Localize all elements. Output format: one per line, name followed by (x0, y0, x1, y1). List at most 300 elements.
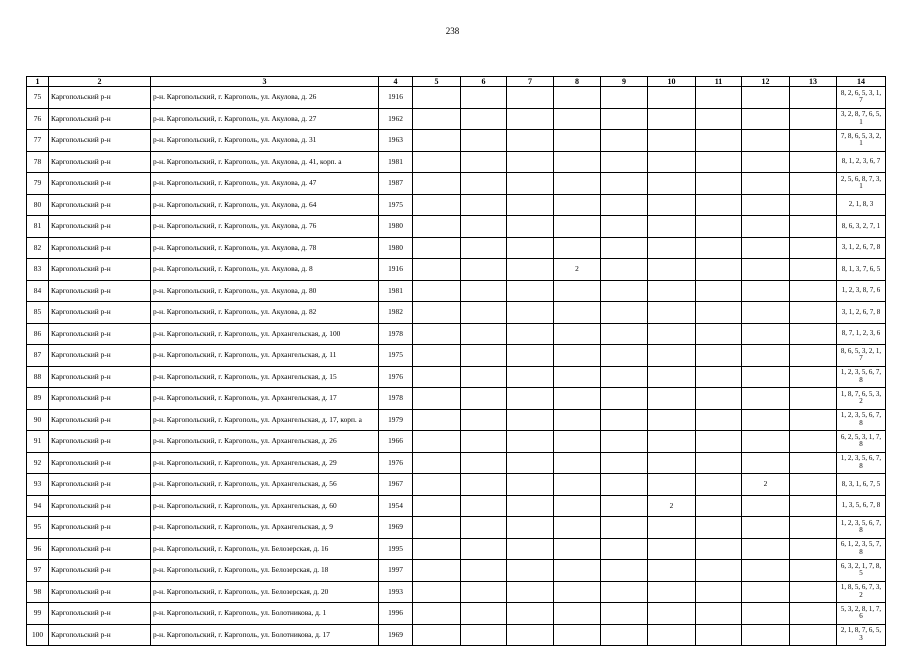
cell-district: Каргопольский р-н (49, 302, 151, 324)
cell-col-6 (461, 495, 507, 517)
cell-col-14: 6, 3, 2, 1, 7, 8, 5 (837, 560, 886, 582)
cell-col-7 (507, 108, 554, 130)
table-row (27, 452, 886, 474)
cell-col-12 (742, 173, 790, 195)
cell-number: 82 (27, 237, 49, 259)
cell-col-9 (601, 581, 648, 603)
cell-col-11 (696, 151, 742, 173)
cell-col-11 (696, 87, 742, 109)
cell-address: р-н. Каргопольский, г. Каргополь, ул. Акулова, д. 26 (151, 87, 379, 109)
cell-col-10 (648, 237, 696, 259)
cell-year: 1980 (379, 216, 413, 238)
cell-col-12 (742, 388, 790, 410)
table-row (27, 151, 886, 173)
cell-col-8 (554, 194, 601, 216)
cell-col-6 (461, 259, 507, 281)
cell-address: р-н. Каргопольский, г. Каргополь, ул. Акулова, д. 76 (151, 216, 379, 238)
cell-col-11 (696, 431, 742, 453)
cell-col-7 (507, 581, 554, 603)
cell-col-7 (507, 495, 554, 517)
cell-col-5 (413, 216, 461, 238)
cell-col-10 (648, 581, 696, 603)
cell-col-13 (790, 624, 837, 646)
cell-col-6 (461, 517, 507, 539)
cell-district: Каргопольский р-н (49, 603, 151, 625)
table-row (27, 495, 886, 517)
cell-address: р-н. Каргопольский, г. Каргополь, ул. Акулова, д. 41, корп. а (151, 151, 379, 173)
table-row (27, 130, 886, 152)
cell-col-8 (554, 538, 601, 560)
cell-col-12 (742, 345, 790, 367)
cell-col-6 (461, 388, 507, 410)
cell-district: Каргопольский р-н (49, 560, 151, 582)
cell-col-10 (648, 560, 696, 582)
cell-col-12: 2 (742, 474, 790, 496)
cell-district: Каргопольский р-н (49, 173, 151, 195)
cell-address: р-н. Каргопольский, г. Каргополь, ул. Акулова, д. 64 (151, 194, 379, 216)
cell-number: 100 (27, 624, 49, 646)
page-number: 238 (445, 26, 460, 36)
table-row (27, 538, 886, 560)
cell-col-7 (507, 323, 554, 345)
cell-col-7 (507, 517, 554, 539)
cell-col-10 (648, 323, 696, 345)
cell-number: 91 (27, 431, 49, 453)
cell-col-11 (696, 409, 742, 431)
cell-col-9 (601, 452, 648, 474)
cell-district: Каргопольский р-н (49, 409, 151, 431)
cell-address: р-н. Каргопольский, г. Каргополь, ул. Архангельская, д. 100 (151, 323, 379, 345)
cell-district: Каргопольский р-н (49, 216, 151, 238)
cell-col-5 (413, 388, 461, 410)
cell-col-5 (413, 624, 461, 646)
cell-col-14: 1, 3, 5, 6, 7, 8 (837, 495, 886, 517)
cell-year: 1954 (379, 495, 413, 517)
cell-address: р-н. Каргопольский, г. Каргополь, ул. Архангельская, д. 29 (151, 452, 379, 474)
cell-col-14: 1, 2, 3, 5, 6, 7, 8 (837, 366, 886, 388)
cell-col-13 (790, 409, 837, 431)
cell-col-11 (696, 280, 742, 302)
cell-col-9 (601, 538, 648, 560)
cell-col-5 (413, 538, 461, 560)
cell-year: 1997 (379, 560, 413, 582)
cell-col-6 (461, 237, 507, 259)
cell-year: 1980 (379, 237, 413, 259)
cell-col-14: 1, 8, 5, 6, 7, 3, 2 (837, 581, 886, 603)
cell-col-6 (461, 581, 507, 603)
cell-col-13 (790, 108, 837, 130)
cell-col-11 (696, 323, 742, 345)
cell-col-11 (696, 345, 742, 367)
cell-col-13 (790, 388, 837, 410)
cell-col-8 (554, 603, 601, 625)
cell-address: р-н. Каргопольский, г. Каргополь, ул. Архангельская, д. 26 (151, 431, 379, 453)
cell-district: Каргопольский р-н (49, 517, 151, 539)
cell-col-14: 8, 1, 2, 3, 6, 7 (837, 151, 886, 173)
cell-col-5 (413, 108, 461, 130)
cell-col-11 (696, 130, 742, 152)
cell-col-13 (790, 259, 837, 281)
cell-col-9 (601, 173, 648, 195)
cell-col-10 (648, 517, 696, 539)
cell-address: р-н. Каргопольский, г. Каргополь, ул. Акулова, д. 80 (151, 280, 379, 302)
cell-year: 1981 (379, 280, 413, 302)
cell-col-6 (461, 323, 507, 345)
cell-col-8 (554, 581, 601, 603)
cell-col-6 (461, 431, 507, 453)
cell-col-11 (696, 388, 742, 410)
cell-col-14: 3, 2, 8, 7, 6, 5, 1 (837, 108, 886, 130)
cell-col-7 (507, 151, 554, 173)
cell-col-9 (601, 388, 648, 410)
cell-number: 75 (27, 87, 49, 109)
cell-year: 1996 (379, 603, 413, 625)
cell-year: 1963 (379, 130, 413, 152)
cell-col-10: 2 (648, 495, 696, 517)
table-row (27, 259, 886, 281)
cell-year: 1969 (379, 517, 413, 539)
cell-col-5 (413, 474, 461, 496)
col-header-13: 13 (790, 77, 837, 87)
cell-col-12 (742, 431, 790, 453)
cell-col-14: 3, 1, 2, 6, 7, 8 (837, 237, 886, 259)
cell-year: 1916 (379, 259, 413, 281)
cell-col-11 (696, 108, 742, 130)
cell-col-13 (790, 87, 837, 109)
cell-col-12 (742, 323, 790, 345)
table-row (27, 302, 886, 324)
cell-col-13 (790, 366, 837, 388)
cell-col-10 (648, 194, 696, 216)
table-body (27, 87, 886, 646)
cell-district: Каргопольский р-н (49, 108, 151, 130)
cell-col-6 (461, 108, 507, 130)
cell-col-11 (696, 216, 742, 238)
cell-year: 1995 (379, 538, 413, 560)
cell-col-7 (507, 431, 554, 453)
cell-year: 1969 (379, 624, 413, 646)
cell-col-9 (601, 517, 648, 539)
cell-district: Каргопольский р-н (49, 323, 151, 345)
cell-col-9 (601, 194, 648, 216)
cell-year: 1962 (379, 108, 413, 130)
cell-col-13 (790, 130, 837, 152)
cell-col-13 (790, 452, 837, 474)
cell-col-10 (648, 624, 696, 646)
cell-col-11 (696, 581, 742, 603)
cell-number: 89 (27, 388, 49, 410)
cell-col-12 (742, 280, 790, 302)
table-row (27, 474, 886, 496)
cell-col-14: 2, 5, 6, 8, 7, 3, 1 (837, 173, 886, 195)
cell-col-14: 6, 1, 2, 3, 5, 7, 8 (837, 538, 886, 560)
cell-col-13 (790, 194, 837, 216)
cell-col-9 (601, 108, 648, 130)
cell-col-8 (554, 151, 601, 173)
cell-col-11 (696, 173, 742, 195)
cell-address: р-н. Каргопольский, г. Каргополь, ул. Архангельская, д. 17, корп. а (151, 409, 379, 431)
cell-year: 1993 (379, 581, 413, 603)
cell-col-13 (790, 151, 837, 173)
cell-number: 81 (27, 216, 49, 238)
cell-col-6 (461, 151, 507, 173)
cell-col-7 (507, 538, 554, 560)
col-header-8: 8 (554, 77, 601, 87)
table-header (27, 77, 886, 87)
table-row (27, 87, 886, 109)
cell-year: 1981 (379, 151, 413, 173)
cell-col-12 (742, 603, 790, 625)
cell-address: р-н. Каргопольский, г. Каргополь, ул. Белозерская, д. 16 (151, 538, 379, 560)
table-row (27, 345, 886, 367)
cell-col-10 (648, 216, 696, 238)
cell-address: р-н. Каргопольский, г. Каргополь, ул. Архангельская, д. 11 (151, 345, 379, 367)
cell-col-13 (790, 216, 837, 238)
cell-col-7 (507, 366, 554, 388)
cell-col-10 (648, 302, 696, 324)
cell-col-11 (696, 194, 742, 216)
cell-col-7 (507, 603, 554, 625)
cell-col-8 (554, 302, 601, 324)
cell-col-14: 2, 1, 8, 3 (837, 194, 886, 216)
cell-col-13 (790, 280, 837, 302)
cell-col-8 (554, 452, 601, 474)
cell-col-7 (507, 409, 554, 431)
cell-address: р-н. Каргопольский, г. Каргополь, ул. Архангельская, д. 9 (151, 517, 379, 539)
cell-col-9 (601, 237, 648, 259)
cell-col-13 (790, 237, 837, 259)
cell-number: 83 (27, 259, 49, 281)
table-row (27, 323, 886, 345)
cell-col-9 (601, 151, 648, 173)
cell-col-9 (601, 87, 648, 109)
cell-number: 98 (27, 581, 49, 603)
cell-number: 77 (27, 130, 49, 152)
cell-col-9 (601, 624, 648, 646)
cell-col-9 (601, 431, 648, 453)
cell-address: р-н. Каргопольский, г. Каргополь, ул. Болотникова, д. 17 (151, 624, 379, 646)
cell-number: 78 (27, 151, 49, 173)
cell-col-9 (601, 323, 648, 345)
cell-col-8 (554, 388, 601, 410)
table-row (27, 517, 886, 539)
cell-col-6 (461, 173, 507, 195)
cell-col-9 (601, 345, 648, 367)
cell-col-6 (461, 130, 507, 152)
cell-col-10 (648, 603, 696, 625)
cell-col-8 (554, 474, 601, 496)
cell-number: 79 (27, 173, 49, 195)
cell-col-12 (742, 130, 790, 152)
table-row (27, 366, 886, 388)
cell-col-14: 6, 2, 5, 3, 1, 7, 8 (837, 431, 886, 453)
cell-district: Каргопольский р-н (49, 194, 151, 216)
cell-district: Каргопольский р-н (49, 130, 151, 152)
cell-col-6 (461, 216, 507, 238)
cell-col-8 (554, 280, 601, 302)
cell-address: р-н. Каргопольский, г. Каргополь, ул. Архангельская, д. 15 (151, 366, 379, 388)
cell-col-14: 8, 1, 3, 7, 6, 5 (837, 259, 886, 281)
cell-col-8 (554, 108, 601, 130)
cell-col-7 (507, 474, 554, 496)
cell-col-14: 5, 3, 2, 8, 1, 7, 6 (837, 603, 886, 625)
cell-address: р-н. Каргопольский, г. Каргополь, ул. Архангельская, д. 56 (151, 474, 379, 496)
cell-col-12 (742, 194, 790, 216)
cell-col-8 (554, 216, 601, 238)
cell-number: 96 (27, 538, 49, 560)
cell-col-5 (413, 603, 461, 625)
cell-col-12 (742, 259, 790, 281)
cell-col-5 (413, 151, 461, 173)
cell-col-10 (648, 345, 696, 367)
cell-col-6 (461, 409, 507, 431)
cell-year: 1976 (379, 366, 413, 388)
cell-col-5 (413, 194, 461, 216)
cell-district: Каргопольский р-н (49, 345, 151, 367)
cell-col-8 (554, 495, 601, 517)
cell-col-10 (648, 409, 696, 431)
cell-col-7 (507, 345, 554, 367)
cell-col-14: 8, 6, 3, 2, 7, 1 (837, 216, 886, 238)
cell-district: Каргопольский р-н (49, 237, 151, 259)
cell-col-9 (601, 560, 648, 582)
col-header-3: 3 (151, 77, 379, 87)
cell-col-5 (413, 173, 461, 195)
table-row (27, 431, 886, 453)
cell-col-6 (461, 603, 507, 625)
cell-number: 85 (27, 302, 49, 324)
cell-col-10 (648, 280, 696, 302)
col-header-14: 14 (837, 77, 886, 87)
cell-col-9 (601, 130, 648, 152)
cell-number: 94 (27, 495, 49, 517)
cell-number: 92 (27, 452, 49, 474)
cell-col-5 (413, 237, 461, 259)
cell-col-8: 2 (554, 259, 601, 281)
cell-col-11 (696, 624, 742, 646)
cell-col-5 (413, 366, 461, 388)
cell-col-6 (461, 345, 507, 367)
cell-year: 1978 (379, 323, 413, 345)
cell-col-10 (648, 108, 696, 130)
cell-address: р-н. Каргопольский, г. Каргополь, ул. Акулова, д. 47 (151, 173, 379, 195)
cell-address: р-н. Каргопольский, г. Каргополь, ул. Архангельская, д. 17 (151, 388, 379, 410)
cell-col-6 (461, 87, 507, 109)
cell-col-14: 8, 2, 6, 5, 3, 1, 7 (837, 87, 886, 109)
table-row (27, 581, 886, 603)
cell-number: 84 (27, 280, 49, 302)
cell-col-10 (648, 366, 696, 388)
cell-address: р-н. Каргопольский, г. Каргополь, ул. Акулова, д. 8 (151, 259, 379, 281)
cell-col-12 (742, 302, 790, 324)
cell-number: 99 (27, 603, 49, 625)
col-header-6: 6 (461, 77, 507, 87)
cell-col-13 (790, 302, 837, 324)
cell-col-7 (507, 237, 554, 259)
col-header-12: 12 (742, 77, 790, 87)
cell-col-6 (461, 452, 507, 474)
cell-col-13 (790, 560, 837, 582)
cell-col-14: 8, 7, 1, 2, 3, 6 (837, 323, 886, 345)
cell-col-14: 1, 8, 7, 6, 5, 3, 2 (837, 388, 886, 410)
cell-col-7 (507, 173, 554, 195)
table-row (27, 216, 886, 238)
col-header-4: 4 (379, 77, 413, 87)
cell-col-8 (554, 173, 601, 195)
cell-col-7 (507, 216, 554, 238)
cell-col-12 (742, 409, 790, 431)
cell-col-11 (696, 474, 742, 496)
cell-col-11 (696, 560, 742, 582)
cell-number: 76 (27, 108, 49, 130)
cell-col-6 (461, 560, 507, 582)
cell-col-5 (413, 431, 461, 453)
cell-address: р-н. Каргопольский, г. Каргополь, ул. Архангельская, д. 60 (151, 495, 379, 517)
cell-col-11 (696, 259, 742, 281)
cell-col-10 (648, 259, 696, 281)
cell-col-6 (461, 302, 507, 324)
header-row (27, 77, 886, 87)
cell-district: Каргопольский р-н (49, 87, 151, 109)
cell-col-6 (461, 474, 507, 496)
cell-district: Каргопольский р-н (49, 366, 151, 388)
cell-col-5 (413, 302, 461, 324)
cell-col-9 (601, 603, 648, 625)
cell-col-5 (413, 87, 461, 109)
cell-col-13 (790, 173, 837, 195)
table-row (27, 409, 886, 431)
cell-col-12 (742, 452, 790, 474)
cell-col-6 (461, 194, 507, 216)
cell-col-12 (742, 581, 790, 603)
cell-year: 1967 (379, 474, 413, 496)
cell-col-8 (554, 130, 601, 152)
cell-col-8 (554, 624, 601, 646)
cell-col-5 (413, 452, 461, 474)
cell-col-8 (554, 517, 601, 539)
cell-col-5 (413, 495, 461, 517)
cell-col-11 (696, 603, 742, 625)
cell-address: р-н. Каргопольский, г. Каргополь, ул. Акулова, д. 78 (151, 237, 379, 259)
cell-col-6 (461, 538, 507, 560)
cell-col-14: 1, 2, 3, 5, 6, 7, 8 (837, 517, 886, 539)
cell-col-10 (648, 87, 696, 109)
cell-col-13 (790, 538, 837, 560)
cell-year: 1987 (379, 173, 413, 195)
cell-number: 97 (27, 560, 49, 582)
cell-number: 95 (27, 517, 49, 539)
cell-col-7 (507, 452, 554, 474)
cell-col-14: 1, 2, 3, 8, 7, 6 (837, 280, 886, 302)
cell-year: 1975 (379, 194, 413, 216)
cell-col-11 (696, 302, 742, 324)
cell-col-10 (648, 431, 696, 453)
cell-col-9 (601, 259, 648, 281)
cell-address: р-н. Каргопольский, г. Каргополь, ул. Акулова, д. 31 (151, 130, 379, 152)
cell-col-9 (601, 474, 648, 496)
cell-district: Каргопольский р-н (49, 452, 151, 474)
cell-col-6 (461, 366, 507, 388)
cell-year: 1975 (379, 345, 413, 367)
table-row (27, 108, 886, 130)
cell-col-7 (507, 280, 554, 302)
table-row (27, 560, 886, 582)
table-row (27, 388, 886, 410)
cell-col-5 (413, 409, 461, 431)
cell-col-12 (742, 560, 790, 582)
cell-col-7 (507, 87, 554, 109)
cell-number: 86 (27, 323, 49, 345)
